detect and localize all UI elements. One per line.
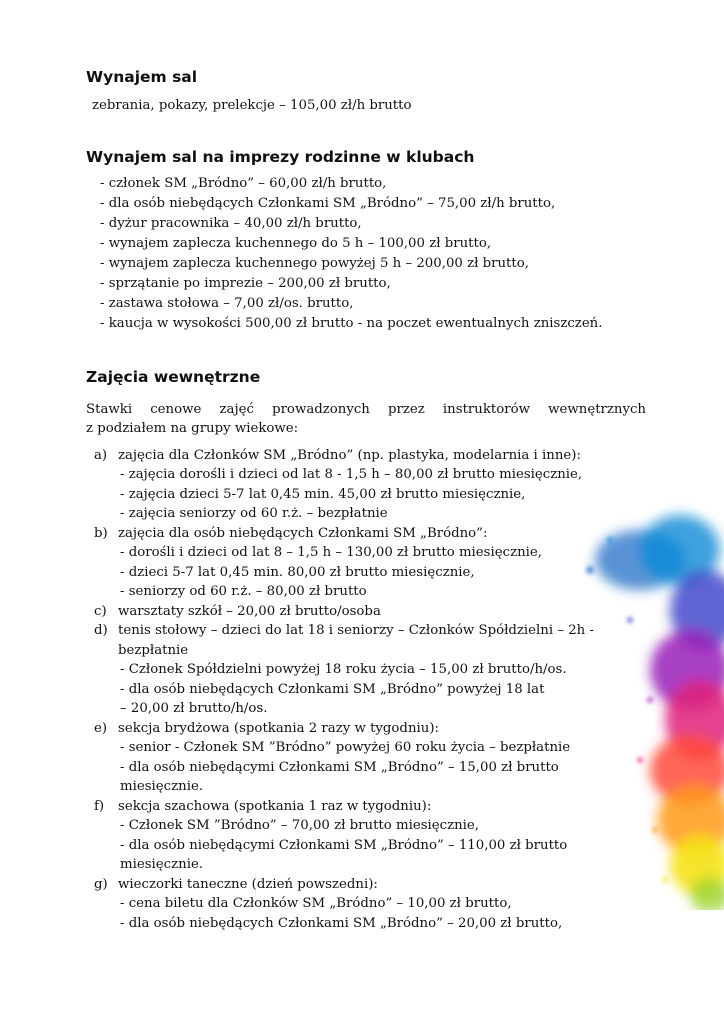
- group-heading: zajęcia dla osób niebędących Członkami SM „Bródno”:: [118, 525, 488, 541]
- document-content: [86, 66, 646, 933]
- group-line: - Członek SM ”Bródno” – 70,00 zł brutto miesięcznie,: [120, 818, 480, 834]
- list-item: - członek SM „Bródno” – 60,00 zł/h brutto,: [100, 175, 387, 191]
- group-line: – 20,00 zł brutto/h/os.: [120, 701, 268, 717]
- group-heading: zajęcia dla Członków SM „Bródno” (np. plastyka, modelarnia i inne):: [118, 447, 581, 463]
- group-line: - zajęcia dorośli i dzieci od lat 8 - 1,5 h – 80,00 zł brutto miesięcznie,: [120, 467, 583, 483]
- group-line: - Członek Spółdzielni powyżej 18 roku życia – 15,00 zł brutto/h/os.: [120, 662, 567, 678]
- hall-rental-price: zebrania, pokazy, prelekcje – 105,00 zł/h brutto: [92, 98, 412, 113]
- group-line: - zajęcia seniorzy od 60 r.ż. – bezpłatnie: [120, 506, 388, 522]
- group-line: - senior - Członek SM ”Bródno” powyżej 60 roku życia – bezpłatnie: [120, 740, 571, 756]
- section-title-internal-classes: Zajęcia wewnętrzne: [86, 367, 261, 386]
- group-lines: [118, 816, 646, 875]
- group-line: - dla osób niebędących Członkami SM „Bródno” – 20,00 zł brutto,: [120, 915, 563, 931]
- group-line: - dla osób niebędącymi Członkami SM „Bródno” – 15,00 zł brutto: [120, 759, 559, 775]
- list-item: - wynajem zaplecza kuchennego powyżej 5 h – 200,00 zł brutto,: [100, 255, 529, 271]
- family-events-price-list: [100, 174, 646, 334]
- list-item: [94, 602, 646, 622]
- group-line: - dla osób niebędących Członkami SM „Bródno” powyżej 18 lat: [120, 681, 545, 697]
- list-item: - dla osób niebędących Członkami SM „Bródno” – 75,00 zł/h brutto,: [100, 195, 556, 211]
- list-marker: g): [94, 876, 108, 892]
- group-line: miesięcznie.: [120, 857, 204, 873]
- list-item: [94, 797, 646, 875]
- list-item: - sprzątanie po imprezie – 200,00 zł brutto,: [100, 275, 391, 291]
- classes-group-list: [94, 446, 646, 934]
- list-item: [94, 621, 646, 719]
- group-lines: [118, 465, 646, 524]
- section-title-hall-rental: Wynajem sal: [86, 68, 198, 86]
- list-item: - dyżur pracownika – 40,00 zł/h brutto,: [100, 215, 362, 231]
- intro-line-1: Stawki cenowe zajęć prowadzonych przez instruktorów wewnętrznych: [86, 401, 646, 417]
- list-item: [94, 524, 646, 602]
- list-item: - kaucja w wysokości 500,00 zł brutto - na poczet ewentualnych zniszczeń.: [100, 315, 603, 331]
- list-item: [94, 446, 646, 524]
- group-lines: [118, 660, 646, 719]
- group-line: - seniorzy od 60 r.ż. – 80,00 zł brutto: [120, 584, 367, 600]
- list-item: - zastawa stołowa – 7,00 zł/os. brutto,: [100, 295, 354, 311]
- group-lines: [118, 738, 646, 797]
- group-line: - dla osób niebędącymi Członkami SM „Bródno” – 110,00 zł brutto: [120, 837, 568, 853]
- list-marker: f): [94, 798, 105, 814]
- group-heading: tenis stołowy – dzieci do lat 18 i seniorzy – Członków Spółdzielni – 2h - bezpłatnie: [118, 623, 594, 658]
- group-line: - dzieci 5-7 lat 0,45 min. 80,00 zł brutto miesięcznie,: [120, 564, 475, 580]
- group-line: miesięcznie.: [120, 779, 204, 795]
- group-line: - dorośli i dzieci od lat 8 – 1,5 h – 130,00 zł brutto miesięcznie,: [120, 545, 542, 561]
- intro-line-2: z podziałem na grupy wiekowe:: [86, 421, 299, 437]
- list-marker: d): [94, 623, 108, 639]
- list-marker: e): [94, 720, 108, 736]
- group-heading: sekcja brydżowa (spotkania 2 razy w tygodniu):: [118, 720, 439, 736]
- list-item: - wynajem zaplecza kuchennego do 5 h – 100,00 zł brutto,: [100, 235, 492, 251]
- list-marker: a): [94, 447, 108, 463]
- group-lines: [118, 543, 646, 602]
- list-marker: c): [94, 603, 107, 619]
- list-marker: b): [94, 525, 108, 541]
- group-line: - cena biletu dla Członków SM „Bródno” – 10,00 zł brutto,: [120, 896, 512, 912]
- list-item: [94, 719, 646, 797]
- group-line: - zajęcia dzieci 5-7 lat 0,45 min. 45,00 zł brutto miesięcznie,: [120, 486, 526, 502]
- section-title-family-events: Wynajem sal na imprezy rodzinne w klubach: [86, 147, 475, 166]
- group-heading: warsztaty szkół – 20,00 zł brutto/osoba: [118, 603, 381, 619]
- group-heading: wieczorki taneczne (dzień powszedni):: [118, 876, 378, 892]
- group-lines: [118, 894, 646, 933]
- group-heading: sekcja szachowa (spotkania 1 raz w tygodniu):: [118, 798, 432, 814]
- list-item: [94, 875, 646, 934]
